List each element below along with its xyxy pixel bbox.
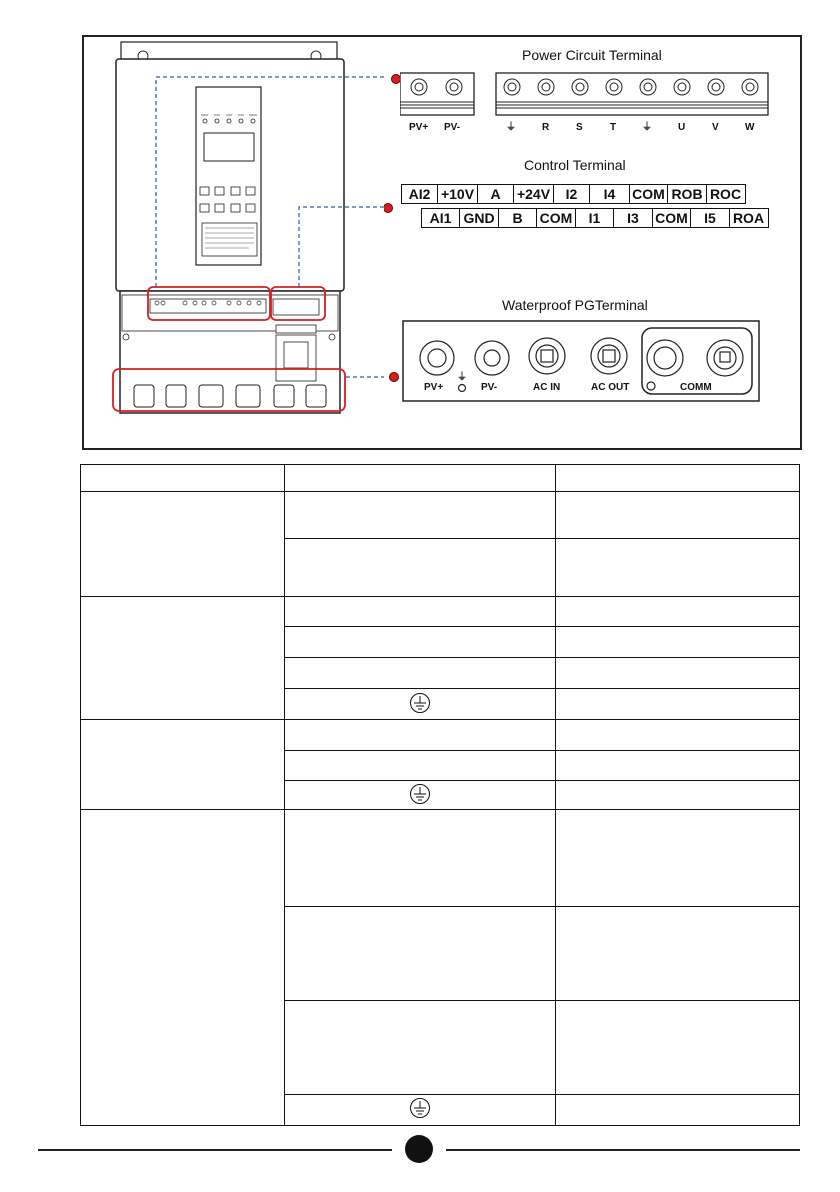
control-cell: +24V — [513, 184, 554, 204]
table-cell — [285, 689, 556, 720]
page-number-badge — [405, 1135, 433, 1163]
control-cell: AI2 — [401, 184, 439, 204]
table-cell — [556, 627, 800, 658]
control-cell: GND — [459, 208, 499, 228]
ground-icon — [409, 692, 431, 714]
table-cell — [556, 1000, 800, 1094]
table-cell — [556, 1094, 800, 1125]
table-cell — [285, 1000, 556, 1094]
pg-ground-symbol: ⏚ — [457, 372, 467, 383]
table-cell — [556, 597, 800, 627]
footer-rule-right — [446, 1149, 800, 1151]
table-header-cell — [81, 465, 285, 492]
waterproof-pg-title: Waterproof PGTerminal — [502, 297, 648, 313]
table-cell — [556, 810, 800, 906]
table-group-cell — [81, 597, 285, 720]
table-cell — [285, 720, 556, 751]
terminal-u-label: U — [678, 122, 686, 133]
pg-pv-plus-label: PV+ — [424, 382, 444, 393]
table-cell — [556, 539, 800, 597]
table-cell — [285, 492, 556, 539]
terminal-s-label: S — [576, 122, 583, 133]
pv-minus-label: PV- — [444, 122, 461, 133]
ground-icon — [409, 783, 431, 805]
table-row — [81, 720, 800, 751]
control-cell: ROC — [706, 184, 746, 204]
power-circuit-title: Power Circuit Terminal — [522, 47, 662, 63]
ground-icon — [409, 1097, 431, 1119]
inverter-device-drawing — [84, 37, 384, 452]
table-header-row — [81, 465, 800, 492]
power-terminal-blocks — [400, 69, 790, 135]
table-cell — [556, 720, 800, 751]
table-row — [81, 492, 800, 539]
control-cell: I4 — [589, 184, 630, 204]
table-cell — [285, 751, 556, 781]
terminal-w-label: W — [745, 122, 755, 133]
table-cell — [556, 689, 800, 720]
table-row — [81, 810, 800, 906]
terminal-t-label: T — [610, 122, 617, 133]
terminal-v-label: V — [712, 122, 719, 133]
table-header-cell — [556, 465, 800, 492]
waterproof-pg-panel — [402, 320, 762, 404]
ground-symbol-label: ⏚ — [642, 122, 652, 133]
control-cell: ROA — [729, 208, 769, 228]
table-cell — [556, 906, 800, 1000]
table-row — [81, 597, 800, 627]
pg-comm-label: COMM — [680, 382, 712, 393]
table-cell — [285, 658, 556, 689]
control-terminal-title: Control Terminal — [524, 157, 626, 173]
control-terminal-row-bottom — [422, 208, 769, 228]
control-terminal-row-top — [402, 184, 746, 204]
table-group-cell — [81, 810, 285, 1126]
table-cell — [285, 781, 556, 810]
pg-pv-minus-label: PV- — [481, 382, 498, 393]
footer-rule-left — [38, 1149, 392, 1151]
control-cell: COM — [536, 208, 576, 228]
control-cell: I1 — [575, 208, 615, 228]
control-cell: COM — [652, 208, 692, 228]
ground-symbol-label: ⏚ — [506, 122, 516, 133]
control-cell: ROB — [667, 184, 707, 204]
control-cell: I2 — [553, 184, 591, 204]
pv-plus-label: PV+ — [409, 122, 429, 133]
table-cell — [556, 658, 800, 689]
terminal-spec-table — [80, 464, 800, 1126]
table-cell — [556, 781, 800, 810]
table-cell — [556, 751, 800, 781]
table-cell — [556, 492, 800, 539]
table-group-cell — [81, 720, 285, 810]
control-cell: I3 — [613, 208, 653, 228]
control-cell: A — [477, 184, 515, 204]
control-cell: COM — [629, 184, 669, 204]
table-cell — [285, 539, 556, 597]
control-cell: B — [498, 208, 538, 228]
table-cell — [285, 1094, 556, 1125]
table-cell — [285, 906, 556, 1000]
table-cell — [285, 810, 556, 906]
table-cell — [285, 597, 556, 627]
table-cell — [285, 627, 556, 658]
terminal-diagram — [82, 35, 802, 450]
table-group-cell — [81, 492, 285, 597]
terminal-r-label: R — [542, 122, 550, 133]
control-cell: AI1 — [421, 208, 461, 228]
control-cell: I5 — [690, 208, 730, 228]
pg-ac-in-label: AC IN — [533, 382, 561, 393]
table-header-cell — [285, 465, 556, 492]
pg-ac-out-label: AC OUT — [591, 382, 630, 393]
control-cell: +10V — [437, 184, 478, 204]
